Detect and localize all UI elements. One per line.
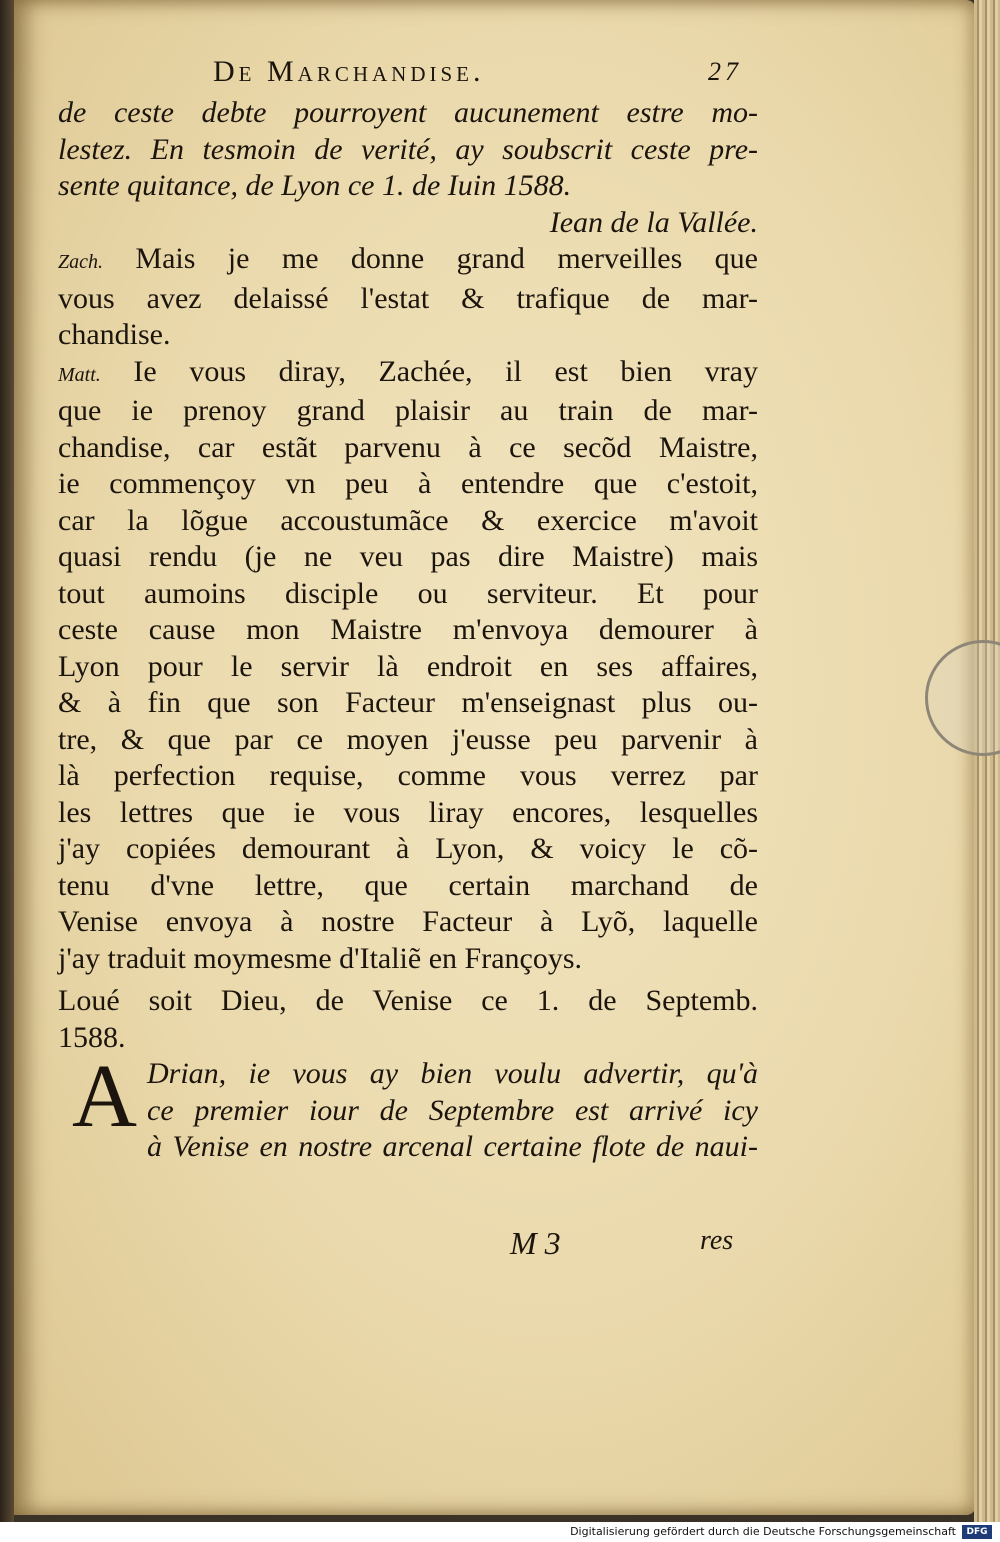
matt-line: tout aumoins disciple ou serviteur. Et pour [58,576,758,610]
funding-credit: Digitalisierung gefördert durch die Deutsche Forschungsgemeinschaft [570,1525,956,1538]
zach-line-1 [58,241,758,281]
page-text [58,55,758,1166]
matt-line: Lyon pour le servir là endroit en ses affaires, [58,649,758,683]
matt-line: tenu d'vne lettre, que certain marchand de [58,868,758,902]
page-edges [974,0,1000,1522]
receipt-line: sente quitance, de Lyon ce 1. de Iuin 1588. [58,169,572,202]
matt-line: chandise, car estãt parvenu à ce secõd Maistre, [58,430,758,464]
matt-text: Ie vous diray, Zachée, il est bien vray [133,354,758,388]
zach-line: vous avez delaissé l'estat & trafique de mar- [58,281,758,315]
letter-line: Drian, ie vous ay bien voulu advertir, qu'à [147,1057,758,1090]
matt-line: ie commençoy vn peu à entendre que c'estoit, [58,467,758,500]
matt-line: que ie prenoy grand plaisir au train de mar- [58,394,758,427]
page-number: 27 [708,57,742,86]
letter-line: à Venise en nostre arcenal certaine flote de naui- [147,1130,758,1163]
matt-line: tre, & que par ce moyen j'eusse peu parvenir à [58,722,758,756]
letter-body [58,1047,758,1166]
letter-heading: Loué soit Dieu, de Venise ce 1. de Septemb. [58,984,758,1017]
zach-text: Mais je me donne grand merveilles que [135,242,758,275]
book-spine [0,0,14,1522]
speaker-label: Matt. [58,363,101,386]
signature-mark: M 3 [510,1225,561,1261]
zach-line: chandise. [58,318,171,351]
signature: Iean de la Vallée. [549,205,758,239]
drop-capital: A [72,1047,137,1146]
speaker-label: Zach. [58,251,103,273]
running-header [58,55,758,95]
letter-line: ce premier iour de Septembre est arrivé icy [147,1093,758,1127]
matt-line: Venise envoya à nostre Facteur à Lyõ, laquelle [58,905,758,938]
matt-line: ceste cause mon Maistre m'envoya demourer à [58,613,758,646]
digitization-footer [0,1522,1000,1542]
matt-line: là perfection requise, comme vous verrez par [58,759,758,792]
dfg-logo: DFG [962,1525,992,1539]
catchword: res [700,1225,734,1256]
matt-line: quasi rendu (je ne veu pas dire Maistre) mais [58,540,758,573]
matt-line: j'ay traduit moymesme d'Italiẽ en Françoys. [58,941,583,975]
matt-line: j'ay copiées demourant à Lyon, & voicy le cõ- [58,832,758,865]
receipt-line: de ceste debte pourroyent aucunement estre mo- [58,96,758,129]
matt-line: & à fin que son Facteur m'enseignast plus ou- [58,686,758,719]
letter-year: 1588. [58,1020,126,1054]
matt-line-1 [58,354,758,394]
running-title: De Marchandise. [213,55,485,88]
matt-line: car la lõgue accoustumãce & exercice m'avoit [58,503,758,537]
receipt-line: lestez. En tesmoin de verité, ay soubscrit ceste pre- [58,132,758,166]
matt-line: les lettres que ie vous liray encores, lesquelles [58,795,758,829]
